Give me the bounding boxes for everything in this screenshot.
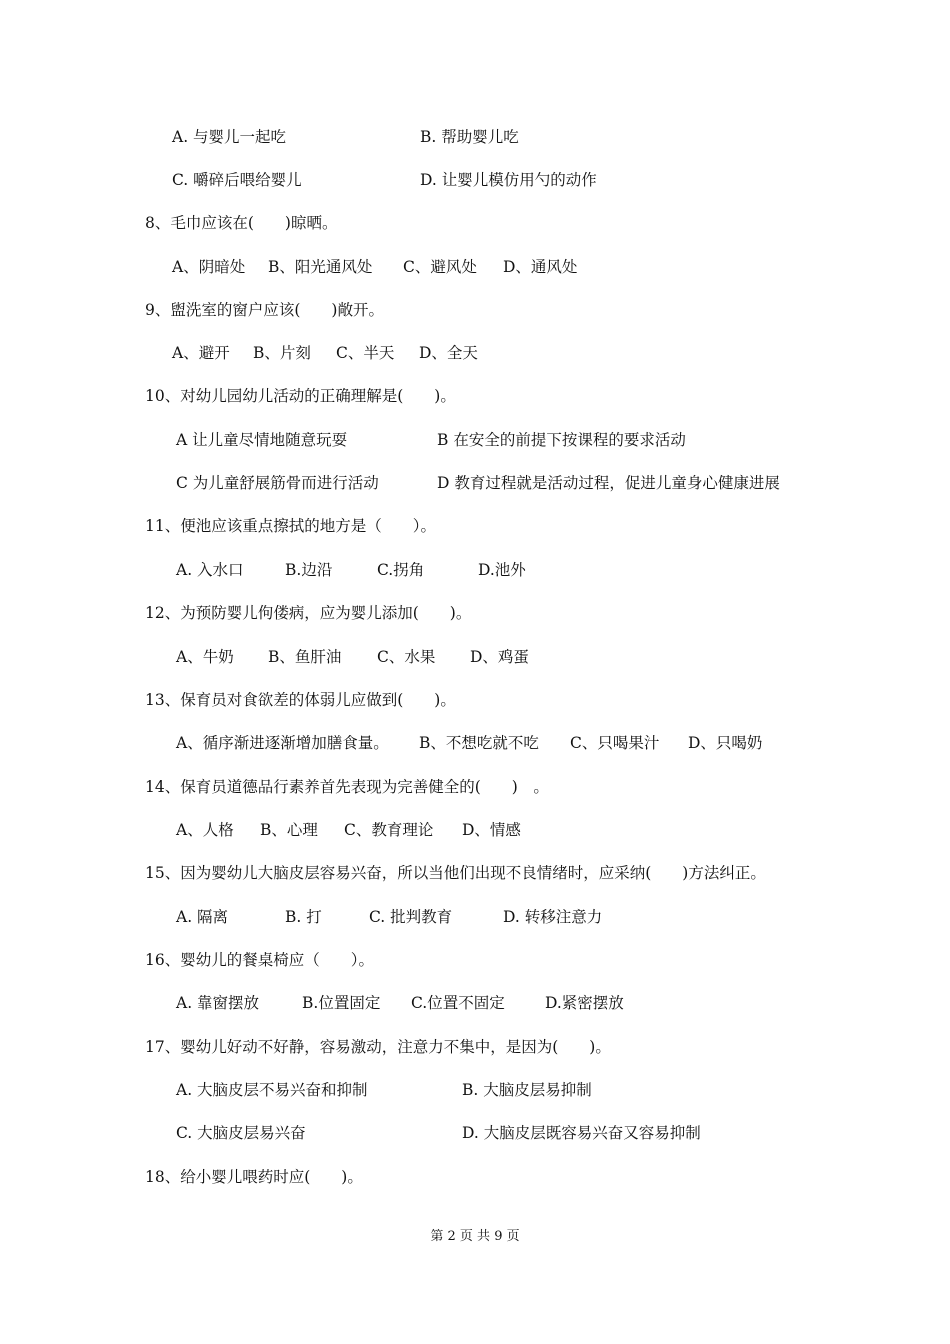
q12-option-a: A、牛奶 [176,648,234,666]
q15-stem: 15、因为婴幼儿大脑皮层容易兴奋，所以当他们出现不良情绪时，应采纳( )方法纠正。 [145,864,766,882]
q17-stem: 17、婴幼儿好动不好静，容易激动，注意力不集中，是因为( )。 [145,1038,611,1056]
q16-option-c: C.位置不固定 [411,994,505,1012]
q11-option-a: A. 入水口 [176,561,244,579]
q16-option-a: A. 靠窗摆放 [176,994,260,1012]
q15-option-c: C. 批判教育 [369,908,453,926]
q15-option-a: A. 隔离 [176,908,229,926]
q8-option-d: D、通风处 [503,258,578,276]
q8-stem: 8、毛巾应该在( )晾晒。 [145,214,338,232]
q9-option-c: C、半天 [336,344,395,362]
q17-option-b: B. 大脑皮层易抑制 [462,1081,592,1099]
q14-option-a: A、人格 [176,821,234,839]
q9-stem: 9、盥洗室的窗户应该( )敞开。 [145,301,384,319]
q16-option-b: B.位置固定 [302,994,381,1012]
q10-option-b: B 在安全的前提下按课程的要求活动 [437,431,686,449]
q17-option-a: A. 大脑皮层不易兴奋和抑制 [176,1081,368,1099]
q14-option-d: D、情感 [462,821,521,839]
q12-option-b: B、鱼肝油 [268,648,342,666]
q8-option-c: C、避风处 [403,258,477,276]
q15-option-d: D. 转移注意力 [503,908,603,926]
q13-option-a: A、循序渐进逐渐增加膳食量。 [176,734,389,752]
q17-option-c: C. 大脑皮层易兴奋 [176,1124,306,1142]
q15-option-b: B. 打 [285,908,322,926]
q18-stem: 18、给小婴儿喂药时应( )。 [145,1168,363,1186]
q12-option-d: D、鸡蛋 [470,648,529,666]
q9-option-b: B、片刻 [253,344,311,362]
q10-option-d: D 教育过程就是活动过程，促进儿童身心健康进展 [437,474,780,492]
q12-stem: 12、为预防婴儿佝偻病，应为婴儿添加( )。 [145,604,472,622]
q8-option-a: A、阴暗处 [172,258,246,276]
q13-stem: 13、保育员对食欲差的体弱儿应做到( )。 [145,691,456,709]
q10-option-c: C 为儿童舒展筋骨而进行活动 [176,474,379,492]
q8-option-b: B、阳光通风处 [268,258,373,276]
q9-option-a: A、避开 [172,344,230,362]
q16-option-d: D.紧密摆放 [545,994,624,1012]
q14-stem: 14、保育员道德品行素养首先表现为完善健全的( ) 。 [145,778,549,796]
q10-option-a: A 让儿童尽情地随意玩耍 [176,431,348,449]
q11-option-c: C.拐角 [377,561,425,579]
q13-option-c: C、只喝果汁 [570,734,660,752]
page-number-footer: 第 2 页 共 9 页 [430,1229,520,1244]
q12-option-c: C、水果 [377,648,436,666]
q11-option-b: B.边沿 [285,561,333,579]
q7-option-c: C. 嚼碎后喂给婴儿 [172,171,302,189]
q13-option-b: B、不想吃就不吃 [419,734,539,752]
q13-option-d: D、只喝奶 [688,734,763,752]
q9-option-d: D、全天 [419,344,478,362]
q11-stem: 11、便池应该重点擦拭的地方是（ ）。 [145,517,436,535]
q7-option-a: A. 与婴儿一起吃 [172,128,287,146]
q7-option-d: D. 让婴儿模仿用勺的动作 [420,171,597,189]
q10-stem: 10、对幼儿园幼儿活动的正确理解是( )。 [145,387,456,405]
q17-option-d: D. 大脑皮层既容易兴奋又容易抑制 [462,1124,701,1142]
q11-option-d: D.池外 [478,561,526,579]
q14-option-c: C、教育理论 [344,821,434,839]
q16-stem: 16、婴幼儿的餐桌椅应（ ）。 [145,951,374,969]
q14-option-b: B、心理 [260,821,318,839]
q7-option-b: B. 帮助婴儿吃 [420,128,519,146]
